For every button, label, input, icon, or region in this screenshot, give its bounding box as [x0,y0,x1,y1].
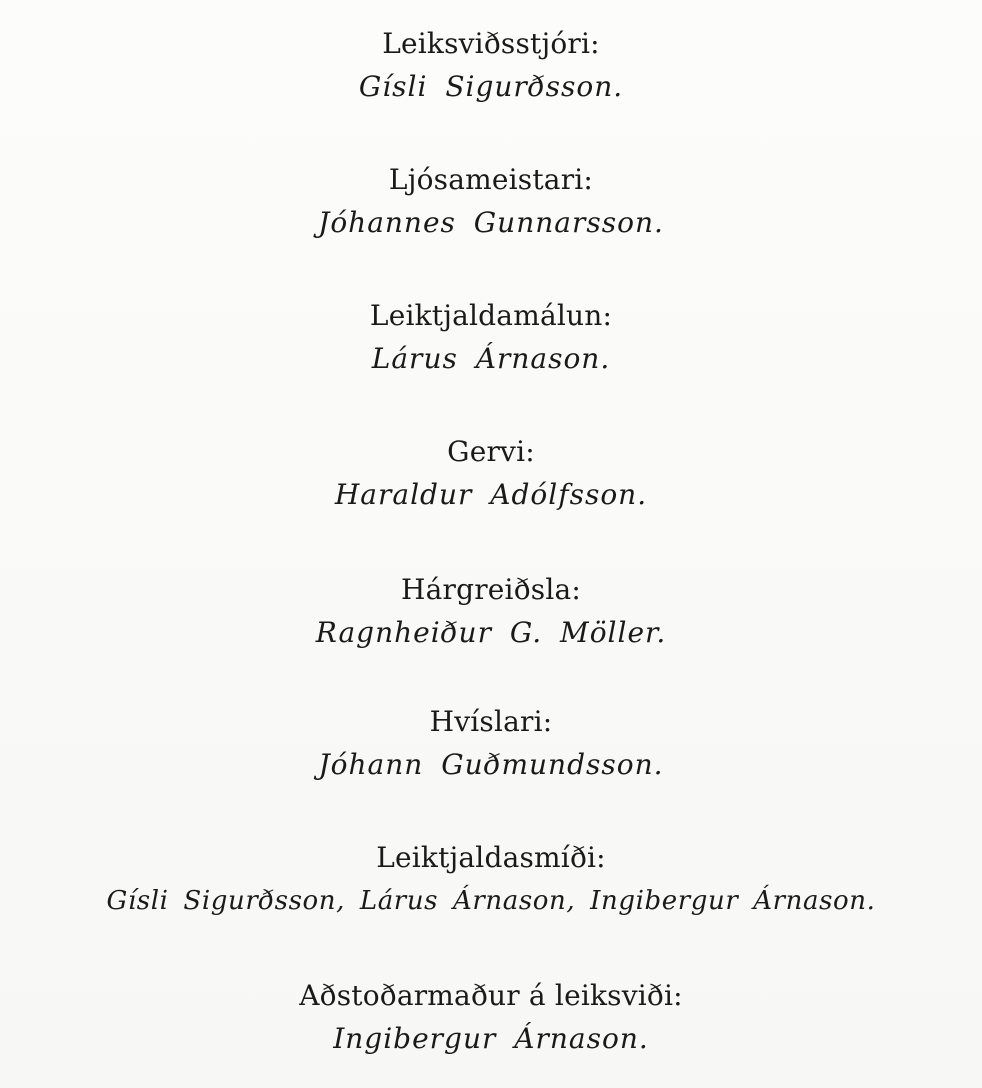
credit-name: Jóhannes Gunnarsson. [318,206,664,239]
credit-name: Lárus Árnason. [371,342,611,375]
credit-hairdressing [0,574,982,650]
credit-role: Leiktjaldamálun: [369,299,613,332]
credit-makeup [0,436,982,512]
credit-role: Gervi: [447,435,535,468]
credit-name: Ingibergur Árnason. [333,1022,649,1055]
credit-name: Ragnheiður G. Möller. [315,616,667,649]
credit-name: Haraldur Adólfsson. [334,478,648,511]
credit-name: Jóhann Guðmundsson. [318,748,664,781]
credit-name: Gísli Sigurðsson, Lárus Árnason, Ingibergur Árnason. [106,886,876,916]
credit-role: Ljósameistari: [388,163,594,196]
credit-name: Gísli Sigurðsson. [358,70,624,103]
credit-role: Aðstoðarmaður á leiksviði: [299,979,683,1012]
credit-stage-manager [0,28,982,104]
credit-set-construction [0,842,982,918]
credit-stage-assistant [0,980,982,1056]
credit-role: Hárgreiðsla: [400,573,582,606]
credit-role: Leiktjaldasmíði: [376,841,606,874]
credit-role: Hvíslari: [429,705,553,738]
credit-lighting [0,164,982,240]
credit-prompter [0,706,982,782]
credit-role: Leiksviðsstjóri: [382,27,600,60]
credit-scenic-painting [0,300,982,376]
